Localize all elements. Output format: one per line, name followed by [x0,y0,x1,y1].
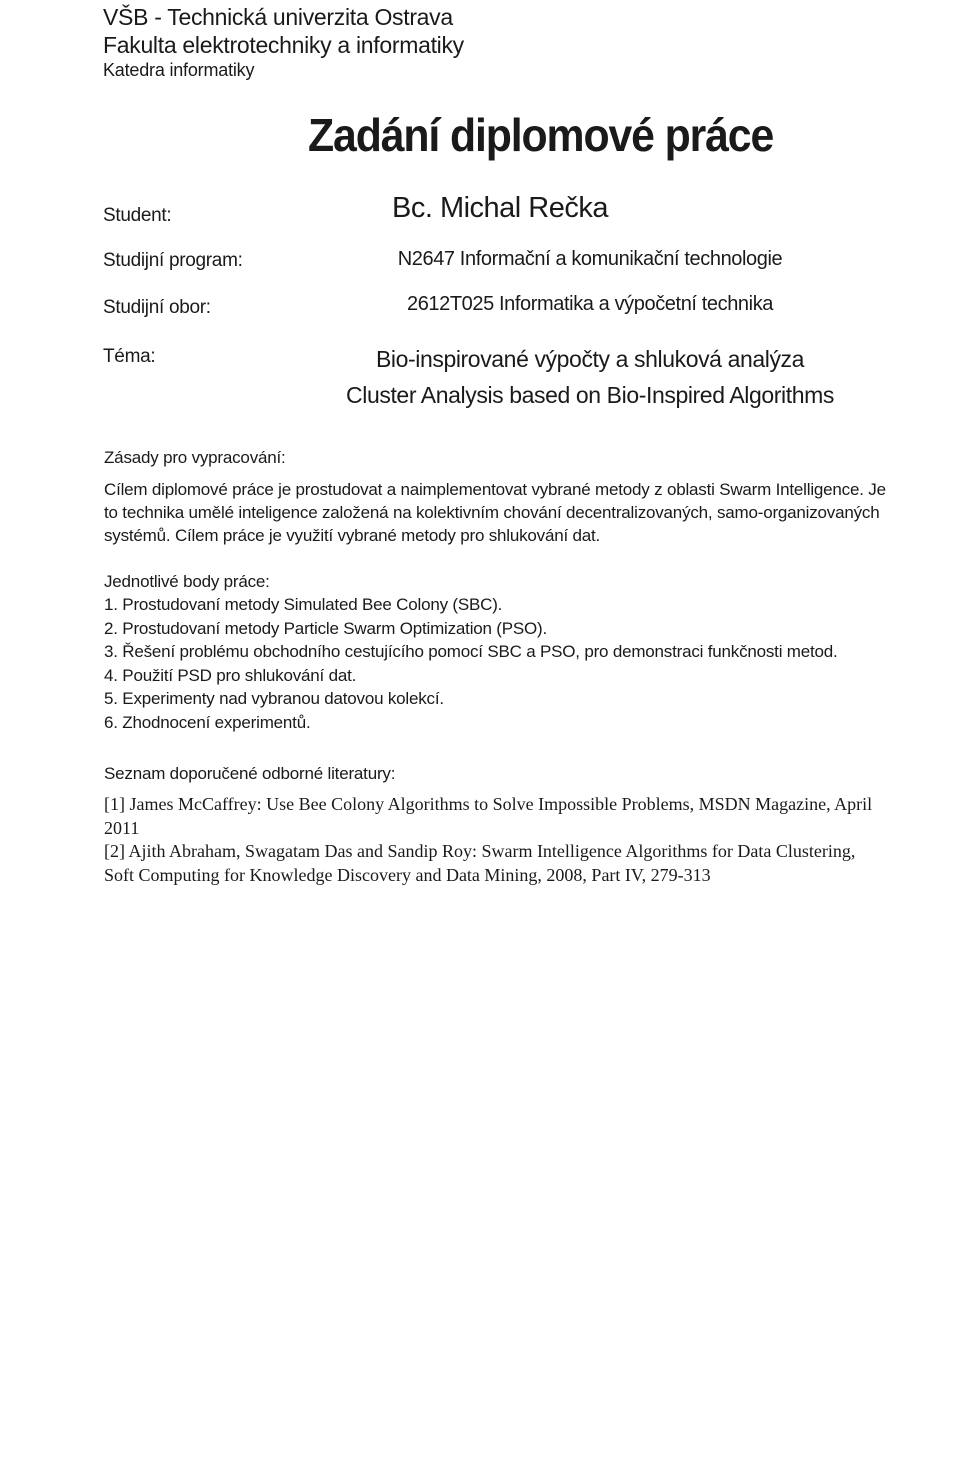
items-heading: Jednotlivé body práce: [104,572,270,591]
list-item: 4. Použití PSD pro shlukování dat. [104,665,357,685]
tema-czech: Bio-inspirované výpočty a shluková analýza [375,346,805,372]
list-item: 2. Prostudovaní metody Particle Swarm Optimization (PSO). [104,618,548,638]
reference-line: Soft Computing for Knowledge Discovery and Data Mining, 2008, Part IV, 279-313 [104,864,711,885]
zasady-heading: Zásady pro vypracování: [104,448,286,467]
department-name: Katedra informatiky [103,60,255,80]
student-label: Student: [103,205,172,226]
reference-line: [1] James McCaffrey: Use Bee Colony Algorithms to Solve Impossible Problems, MSDN Magazine, April [104,794,873,814]
obor-label: Studijní obor: [103,297,211,318]
program-value: N2647 Informační a komunikační technologie [397,248,783,270]
tema-english: Cluster Analysis based on Bio-Inspired Algorithms [346,382,834,408]
paragraph-line: systémů. Cílem práce je využití vybrané metody pro shlukování dat. [104,526,601,545]
reference-line: 2011 [104,817,140,838]
list-item: 3. Řešení problému obchodního cestujícího pomocí SBC a PSO, pro demonstraci funkčnosti metod. [104,642,838,662]
list-item: 5. Experimenty nad vybranou datovou kolekcí. [104,689,444,709]
obor-value: 2612T025 Informatika a výpočetní technika [406,293,774,315]
list-item: 1. Prostudovaní metody Simulated Bee Colony (SBC). [104,595,503,614]
student-name: Bc. Michal Rečka [391,192,608,224]
zasady-paragraph [104,478,954,547]
paragraph-line: Cílem diplomové práce je prostudovat a naimplementovat vybrané metody z oblasti Swarm Intelligence. Je [104,480,886,499]
literature-heading: Seznam doporučené odborné literatury: [104,764,396,783]
paragraph-line: to technika umělé inteligence založená na kolektivním chování decentralizovaných, samo-organizovaných [104,503,880,522]
program-label: Studijní program: [103,250,243,271]
faculty-name: Fakulta elektrotechniky a informatiky [103,32,464,58]
tema-label: Téma: [103,346,156,367]
university-name: VŠB - Technická univerzita Ostrava [103,4,453,30]
work-items-list [104,593,954,735]
document-title: Zadání diplomové práce [308,109,774,161]
list-item: 6. Zhodnocení experimentů. [104,712,311,732]
literature-references [104,793,944,887]
reference-line: [2] Ajith Abraham, Swagatam Das and Sandip Roy: Swarm Intelligence Algorithms for Data Clustering, [104,841,856,861]
